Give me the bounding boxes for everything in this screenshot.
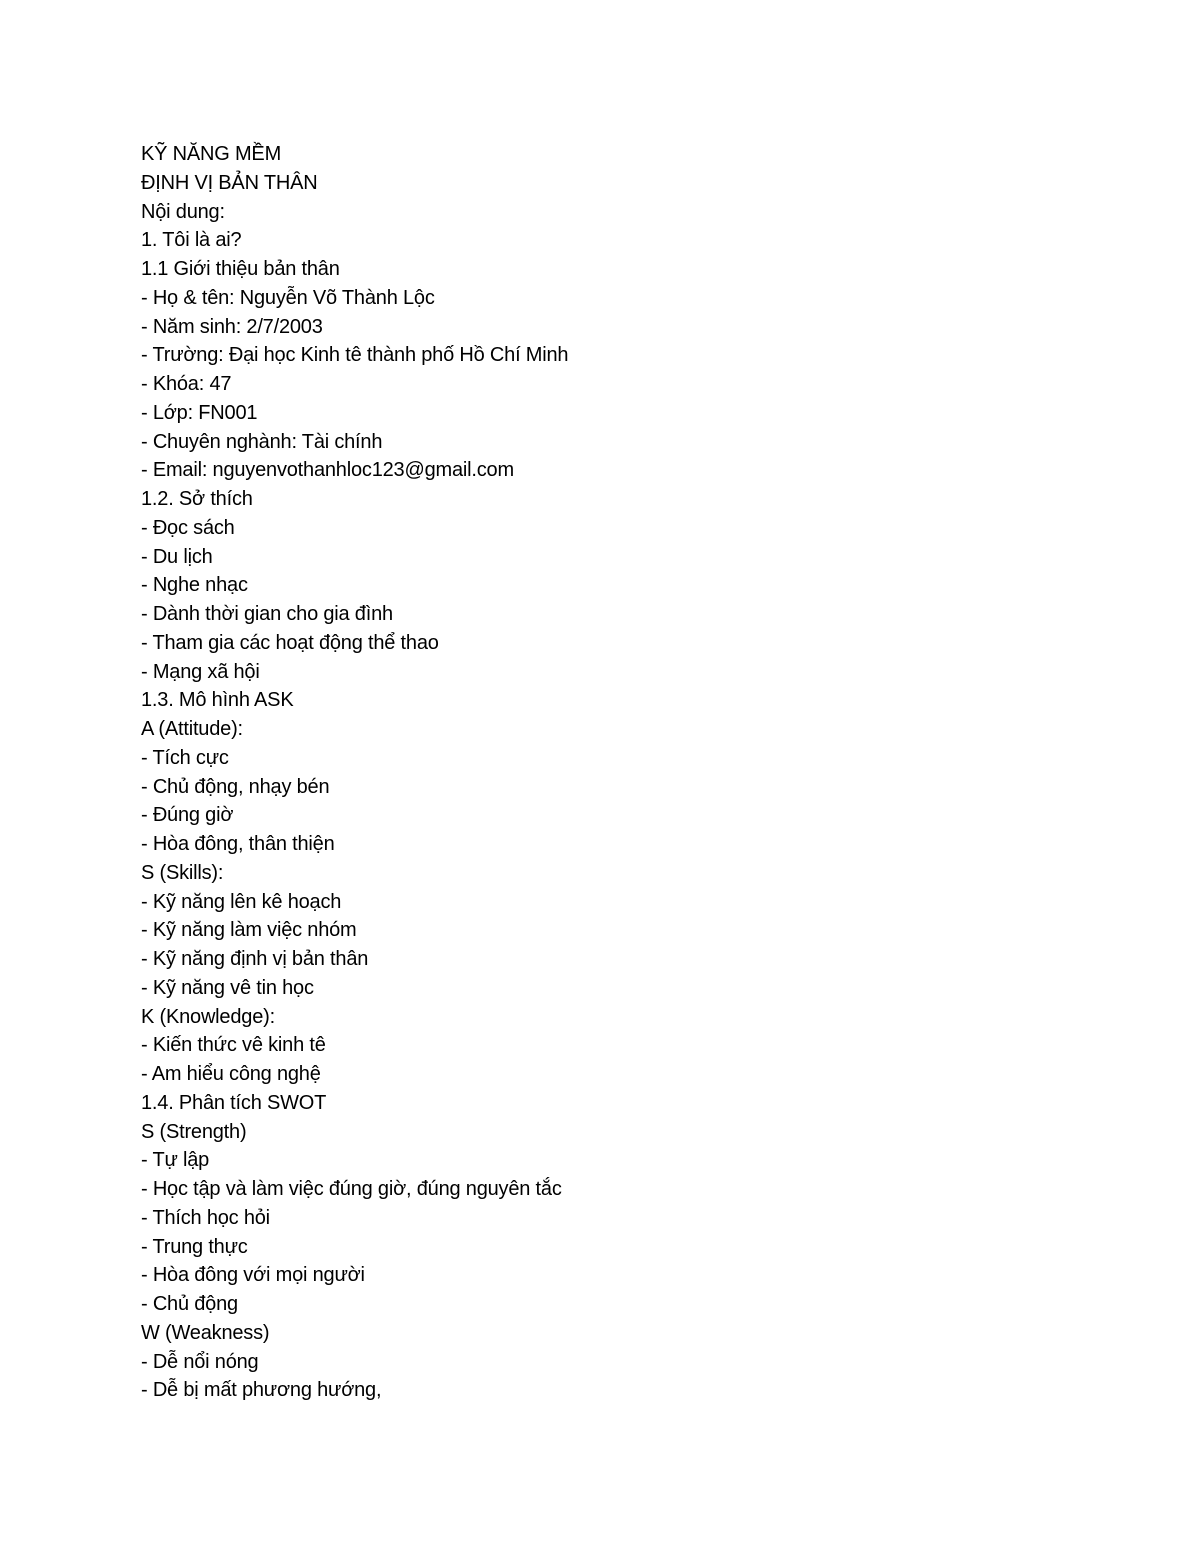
document-line: 1.3. Mô hình ASK [141, 689, 294, 712]
document-line: - Trường: Đại học Kinh tê thành phố Hồ Chí Minh [141, 344, 569, 367]
document-line: - Tự lập [141, 1149, 210, 1172]
document-line: - Kỹ năng định vị bản thân [141, 948, 369, 970]
document-line: 1.4. Phân tích SWOT [141, 1091, 327, 1114]
document-line: - Email: nguyenvothanhloc123@gmail.com [141, 459, 514, 482]
document-line: - Chuyên nghành: Tài chính [141, 430, 383, 453]
document-line: - Kỹ năng vê tin học [141, 976, 314, 999]
document-line: W (Weakness) [141, 1321, 270, 1344]
document-line: - Tham gia các hoạt động thể thao [141, 631, 439, 654]
document-line: Nội dung: [141, 200, 225, 223]
document-line: - Họ & tên: Nguyễn Võ Thành Lộc [141, 286, 435, 309]
document-line: 1. Tôi là ai? [141, 229, 242, 252]
document-line: - Đúng giờ [141, 804, 234, 827]
document-line: - Am hiểu công nghệ [141, 1063, 321, 1085]
document-line: - Học tập và làm việc đúng giờ, đúng nguyên tắc [141, 1178, 562, 1200]
document-line: - Kiến thức vê kinh tê [141, 1034, 326, 1057]
document-line: - Chủ động, nhạy bén [141, 775, 330, 798]
document-line: A (Attitude): [141, 718, 243, 740]
document-line: 1.1 Giới thiệu bản thân [141, 258, 340, 280]
document-line: - Dành thời gian cho gia đình [141, 603, 393, 625]
document-line: - Mạng xã hội [141, 660, 260, 683]
document-line: - Hòa đông, thân thiện [141, 833, 335, 855]
document-line: S (Strength) [141, 1120, 247, 1143]
document-line: - Hòa đông với mọi người [141, 1264, 365, 1287]
document-line: S (Skills): [141, 861, 224, 884]
document-line: - Dễ bị mất phương hướng, [141, 1379, 382, 1402]
document-body [141, 140, 1041, 1405]
document-line: - Trung thực [141, 1235, 248, 1258]
document-line: 1.2. Sở thích [141, 488, 253, 510]
document-line: - Tích cực [141, 746, 229, 769]
document-line: - Dễ nổi nóng [141, 1350, 259, 1373]
document-line: - Du lịch [141, 545, 213, 568]
document-line: - Năm sinh: 2/7/2003 [141, 315, 323, 338]
document-line: - Khóa: 47 [141, 373, 232, 395]
document-line: ĐỊNH VỊ BẢN THÂN [141, 171, 318, 194]
document-line: KỸ NĂNG MỀM [141, 143, 282, 165]
document-line: - Chủ động [141, 1293, 238, 1315]
document-line: - Thích học hỏi [141, 1206, 270, 1229]
document-line: - Nghe nhạc [141, 574, 248, 597]
document-line: K (Knowledge): [141, 1005, 275, 1028]
document-line: - Kỹ năng làm việc nhóm [141, 919, 357, 942]
document-line: - Đọc sách [141, 516, 235, 539]
document-line: - Lớp: FN001 [141, 401, 258, 424]
document-line: - Kỹ năng lên kê hoạch [141, 890, 342, 913]
